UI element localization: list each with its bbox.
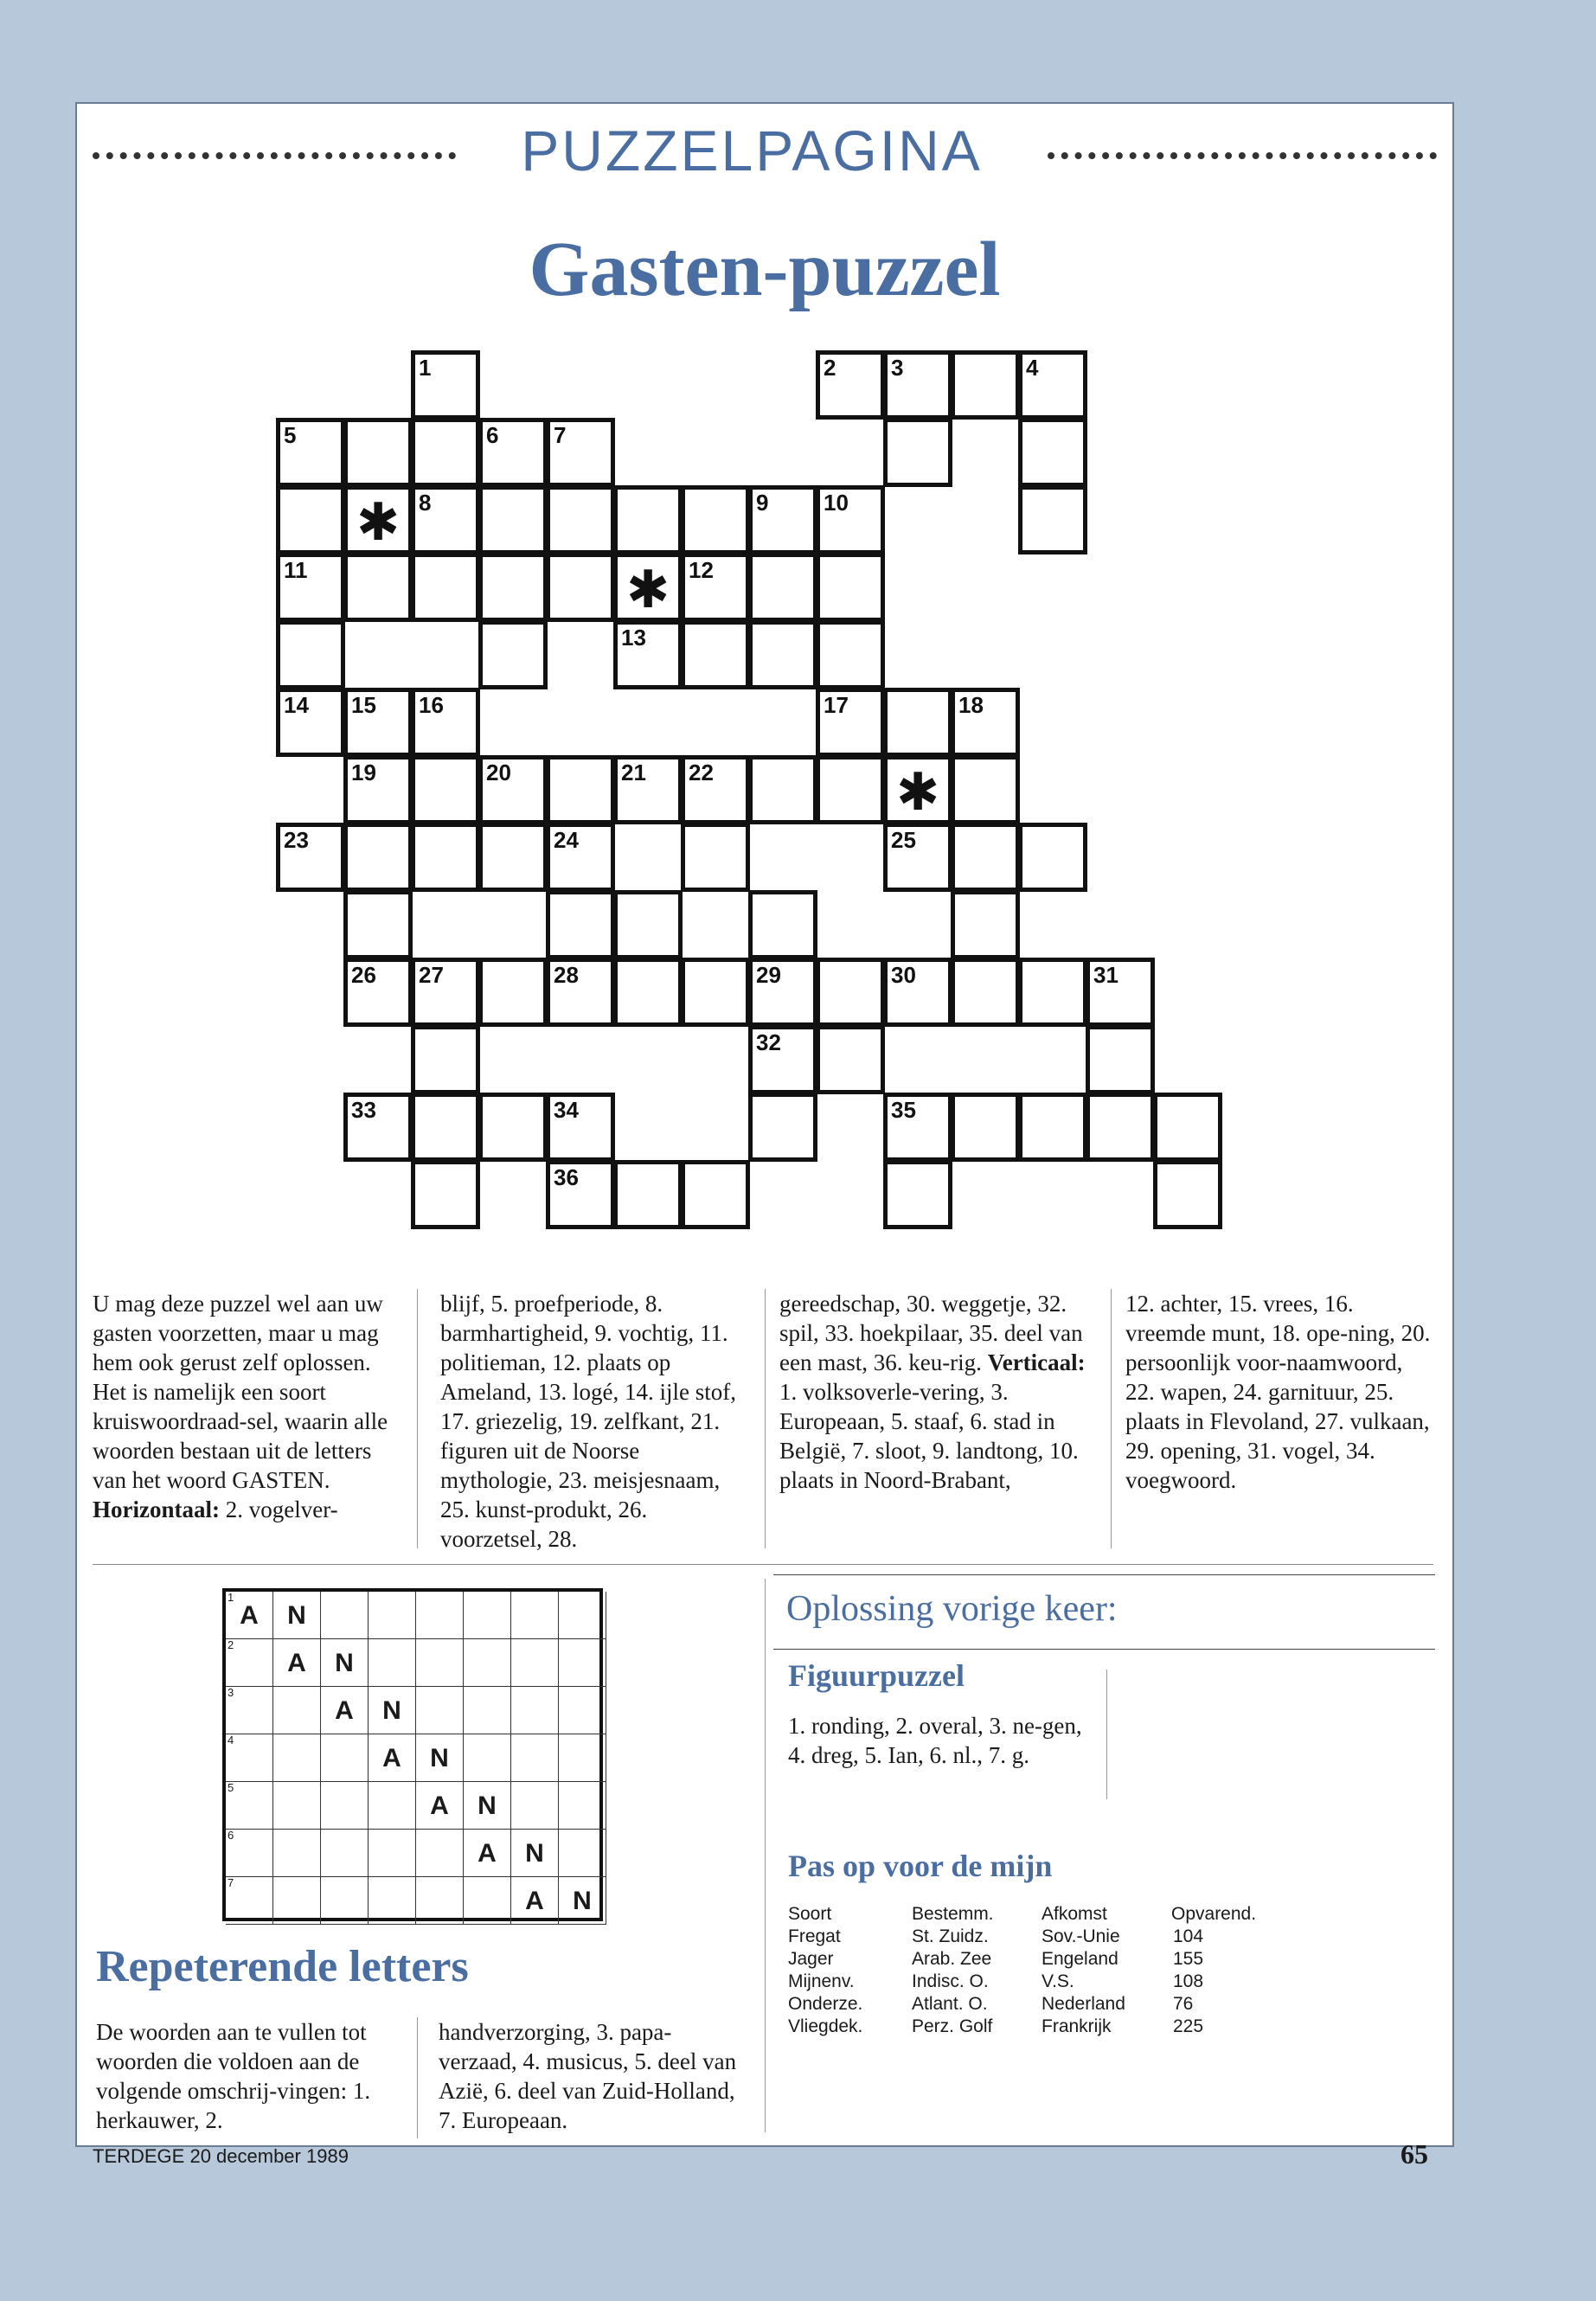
crossword-cell[interactable] [816, 553, 885, 622]
crossword-cell[interactable] [1086, 1093, 1155, 1162]
crossword-cell[interactable] [681, 553, 750, 622]
table-cell: Frankrijk [1042, 2016, 1112, 2036]
clue-number: 36 [554, 1164, 579, 1190]
table-header: Soort [788, 1904, 832, 1924]
column-divider [417, 2017, 418, 2138]
row-number: 7 [228, 1876, 234, 1889]
clue-number: 20 [486, 760, 511, 785]
crossword-cell[interactable] [411, 350, 480, 420]
repeat-cell[interactable]: N [273, 1592, 321, 1639]
crossword-cell[interactable] [1086, 958, 1155, 1027]
clue-column-3 [779, 1289, 1099, 1495]
crossword-cell[interactable] [816, 350, 885, 420]
crossword-cell[interactable] [883, 350, 952, 420]
clue-number: 35 [891, 1097, 916, 1123]
crossword-cell[interactable] [816, 620, 885, 689]
table-cell: Onderze. [788, 1994, 863, 2014]
column-divider [765, 1579, 766, 2132]
table-cell: Atlant. O. [912, 1994, 988, 2014]
repeat-cell[interactable]: A [464, 1830, 511, 1877]
crossword-cell[interactable] [613, 1160, 683, 1229]
repeat-cell[interactable] [369, 1877, 416, 1925]
crossword-cell[interactable] [748, 553, 817, 622]
page-header [77, 114, 1452, 192]
horizontal-clues-1: 2. vogelver- [225, 1497, 338, 1522]
crossword-cell[interactable] [748, 620, 817, 689]
repeat-cell[interactable]: N [369, 1687, 416, 1734]
crossword-cell[interactable] [816, 958, 885, 1027]
clue-number: 26 [351, 962, 376, 988]
crossword-cell[interactable] [546, 890, 615, 959]
crossword-cell[interactable] [951, 688, 1020, 757]
row-number: 3 [228, 1686, 234, 1699]
clue-number: 22 [689, 760, 714, 785]
figuurpuzzel-text [788, 1711, 1099, 1770]
footer-date: TERDEGE 20 december 1989 [93, 2145, 349, 2167]
crossword-cell[interactable] [1153, 1093, 1222, 1162]
crossword-cell[interactable] [748, 1093, 817, 1162]
crossword-cell[interactable] [681, 1160, 750, 1229]
crossword-cell[interactable] [681, 485, 750, 554]
repeat-cell[interactable] [226, 1877, 273, 1925]
crossword-cell[interactable] [613, 958, 683, 1027]
crossword-cell[interactable] [478, 485, 548, 554]
clue-number: 19 [351, 760, 376, 785]
repeat-cell[interactable] [321, 1782, 369, 1830]
clue-number: 9 [756, 490, 769, 516]
table-cell: 108 [1173, 1971, 1204, 1991]
figuurpuzzel-text-content: 1. ronding, 2. overal, 3. ne-gen, 4. dreg, 5. Ian, 6. nl., 7. g. [788, 1713, 1082, 1768]
column-divider [765, 1289, 766, 1548]
table-cell: Vliegdek. [788, 2016, 863, 2036]
repeat-cell[interactable] [416, 1830, 464, 1877]
table-cell: Engeland [1042, 1949, 1118, 1969]
crossword-cell[interactable] [411, 485, 480, 554]
crossword-cell[interactable] [681, 620, 750, 689]
table-header: Afkomst [1042, 1904, 1107, 1924]
crossword-cell[interactable] [951, 823, 1020, 892]
crossword-cell[interactable] [748, 485, 817, 554]
table-cell: Arab. Zee [912, 1949, 992, 1969]
crossword-cell[interactable] [613, 755, 683, 824]
clue-number: 10 [824, 490, 849, 516]
row-number: 2 [228, 1638, 234, 1651]
clue-number: 12 [689, 557, 714, 583]
crossword-cell[interactable] [343, 553, 413, 622]
horizontal-clues-3: gereedschap, 30. weggetje, 32. spil, 33. hoekpilaar, 35. deel van een mast, 36. keu-rig. [779, 1291, 1083, 1375]
crossword-cell[interactable] [748, 890, 817, 959]
clue-number: 15 [351, 692, 376, 718]
clue-column-4 [1125, 1289, 1437, 1495]
column-divider [417, 1289, 418, 1548]
clue-number: 23 [284, 827, 309, 853]
repeat-cell[interactable] [559, 1734, 606, 1782]
crossword-cell[interactable] [681, 823, 750, 892]
asterisk-icon: ✱ [626, 560, 670, 620]
crossword-cell[interactable] [1018, 958, 1087, 1027]
clue-number: 34 [554, 1097, 579, 1123]
repeat-text-2 [439, 2017, 741, 2135]
section-title: PUZZELPAGINA [521, 119, 983, 183]
crossword-cell[interactable] [883, 688, 952, 757]
crossword-cell[interactable] [1018, 1093, 1087, 1162]
repeat-cell[interactable]: N [464, 1782, 511, 1830]
asterisk-icon: ✱ [356, 492, 401, 553]
repeat-cell[interactable] [321, 1734, 369, 1782]
crossword-cell[interactable] [816, 755, 885, 824]
crossword-cell[interactable] [478, 823, 548, 892]
vertical-label: Verticaal: [987, 1349, 1086, 1375]
crossword-cell[interactable] [411, 418, 480, 487]
clue-number: 29 [756, 962, 781, 988]
crossword-cell[interactable] [1018, 485, 1087, 554]
repeat-cell[interactable] [273, 1734, 321, 1782]
crossword-cell[interactable] [613, 620, 683, 689]
clue-number: 2 [824, 355, 836, 381]
crossword-cell[interactable] [883, 1160, 952, 1229]
repeat-cell[interactable] [416, 1639, 464, 1687]
clue-number: 8 [419, 490, 432, 516]
repeat-cell[interactable] [273, 1830, 321, 1877]
solution-rule [773, 1649, 1435, 1650]
page-number: 65 [1401, 2138, 1428, 2170]
crossword-cell[interactable] [1018, 418, 1087, 487]
mine-title: Pas op voor de mijn [788, 1849, 1053, 1883]
repeat-cell[interactable] [511, 1592, 559, 1639]
repeat-letters-grid [222, 1588, 603, 1921]
crossword-cell[interactable] [951, 350, 1020, 420]
repeat-cell[interactable] [511, 1734, 559, 1782]
vertical-clues-1: 1. volksoverle-vering, 3. Europeaan, 5. staaf, 6. stad in België, 7. sloot, 9. landtong, 10. plaats in Noord-Brabant, [779, 1379, 1079, 1493]
repeat-cell[interactable]: A [273, 1639, 321, 1687]
repeat-cell[interactable] [369, 1592, 416, 1639]
crossword-cell[interactable] [1153, 1160, 1222, 1229]
crossword-cell[interactable] [478, 418, 548, 487]
repeat-cell[interactable]: A [511, 1877, 559, 1925]
clue-number: 18 [958, 692, 984, 718]
crossword-cell[interactable] [546, 553, 615, 622]
repeat-title: Repeterende letters [96, 1942, 469, 1991]
crossword-cell[interactable] [276, 823, 345, 892]
repeat-cell[interactable] [464, 1592, 511, 1639]
table-cell: Fregat [788, 1926, 841, 1946]
crossword-cell[interactable] [276, 485, 345, 554]
repeat-cell[interactable] [559, 1592, 606, 1639]
repeat-text-1 [96, 2017, 381, 2135]
crossword-cell[interactable] [748, 1025, 817, 1094]
clue-number: 16 [419, 692, 444, 718]
repeat-cell[interactable] [511, 1687, 559, 1734]
crossword-cell[interactable] [276, 418, 345, 487]
table-cell: 225 [1173, 2016, 1204, 2036]
crossword-cell[interactable] [478, 958, 548, 1027]
crossword-cell[interactable] [411, 823, 480, 892]
clue-number: 5 [284, 422, 297, 448]
crossword-cell[interactable] [411, 1160, 480, 1229]
table-cell: Mijnenv. [788, 1971, 855, 1991]
puzzle-title: Gasten-puzzel [529, 227, 1001, 312]
table-cell: Jager [788, 1949, 834, 1969]
row-number: 4 [228, 1734, 234, 1747]
clue-number: 1 [419, 355, 432, 381]
crossword-cell[interactable] [681, 755, 750, 824]
crossword-cell[interactable] [816, 1025, 885, 1094]
row-number: 6 [228, 1829, 234, 1842]
row-number: 5 [228, 1781, 234, 1794]
crossword-cell[interactable] [546, 485, 615, 554]
clue-number: 3 [891, 355, 904, 381]
table-cell: 104 [1173, 1926, 1204, 1946]
repeat-cell[interactable]: A 1 [226, 1592, 273, 1639]
clue-number: 27 [419, 962, 444, 988]
repeat-cell[interactable] [369, 1782, 416, 1830]
header-dots-right [1048, 152, 1437, 159]
clue-number: 24 [554, 827, 579, 853]
repeat-cell[interactable]: A [369, 1734, 416, 1782]
crossword-cell[interactable] [411, 1025, 480, 1094]
crossword-cell[interactable] [411, 755, 480, 824]
solution-title: Oplossing vorige keer: [786, 1589, 1118, 1629]
crossword-cell[interactable] [343, 485, 413, 554]
row-number: 1 [228, 1591, 234, 1604]
crossword-cell[interactable] [276, 553, 345, 622]
repeat-cell[interactable] [416, 1592, 464, 1639]
repeat-cell[interactable] [559, 1830, 606, 1877]
crossword-cell[interactable] [343, 958, 413, 1027]
table-cell: Sov.-Unie [1042, 1926, 1120, 1946]
crossword-cell[interactable] [343, 823, 413, 892]
repeat-cell[interactable]: A [321, 1687, 369, 1734]
repeat-cell[interactable] [559, 1639, 606, 1687]
repeat-cell[interactable] [511, 1639, 559, 1687]
crossword-cell[interactable] [546, 958, 615, 1027]
repeat-cell[interactable] [321, 1830, 369, 1877]
table-cell: St. Zuidz. [912, 1926, 989, 1946]
crossword-cell[interactable] [748, 958, 817, 1027]
clue-number: 13 [621, 625, 646, 651]
table-cell: Nederland [1042, 1994, 1125, 2014]
horizontal-clues-2: blijf, 5. proefperiode, 8. barmhartigheid, 9. vochtig, 11. politieman, 12. plaats op Ameland, 13. logé, 14. ijle stof, 17. griezelig, 19. zelfkant, 21. figuren uit de Noorse mythologie, 23. meisjesnaam, 25. kunst-produkt, 26. voorzetsel, 28. [440, 1291, 736, 1552]
crossword-cell[interactable] [478, 620, 548, 689]
clue-number: 28 [554, 962, 579, 988]
crossword-cell[interactable] [343, 1093, 413, 1162]
crossword-cell[interactable] [546, 755, 615, 824]
repeat-cell[interactable]: N [416, 1734, 464, 1782]
crossword-cell[interactable] [478, 755, 548, 824]
repeat-cell[interactable]: N [559, 1877, 606, 1925]
crossword-cell[interactable] [411, 1093, 480, 1162]
crossword-cell[interactable] [816, 688, 885, 757]
clue-number: 25 [891, 827, 916, 853]
crossword-cell[interactable] [343, 688, 413, 757]
repeat-text-2-content: handverzorging, 3. papa-verzaad, 4. musicus, 5. deel van Azië, 6. deel van Zuid-Holland, 7. Europeaan. [439, 2019, 737, 2133]
intro-text-column [93, 1289, 400, 1524]
crossword-cell[interactable] [546, 418, 615, 487]
clue-number: 32 [756, 1029, 781, 1055]
repeat-cell[interactable] [511, 1782, 559, 1830]
solution-top-rule [773, 1574, 1435, 1575]
crossword-cell[interactable] [411, 958, 480, 1027]
crossword-cell[interactable] [1018, 823, 1087, 892]
horizontal-label: Horizontaal: [93, 1497, 220, 1522]
crossword-cell[interactable] [883, 1093, 952, 1162]
repeat-cell[interactable] [416, 1877, 464, 1925]
clue-number: 30 [891, 962, 916, 988]
clue-column-2 [440, 1289, 752, 1554]
crossword-cell[interactable] [276, 620, 345, 689]
crossword-cell[interactable] [613, 553, 683, 622]
clue-number: 33 [351, 1097, 376, 1123]
repeat-cell[interactable] [273, 1687, 321, 1734]
crossword-cell[interactable] [546, 823, 615, 892]
crossword-cell[interactable] [1086, 1025, 1155, 1094]
clue-number: 11 [284, 557, 308, 583]
crossword-cell[interactable] [951, 890, 1020, 959]
crossword-cell[interactable] [883, 755, 952, 824]
repeat-cell[interactable] [559, 1782, 606, 1830]
repeat-cell[interactable] [464, 1877, 511, 1925]
repeat-cell[interactable] [273, 1782, 321, 1830]
crossword-cell[interactable] [951, 1093, 1020, 1162]
crossword-cell[interactable] [478, 553, 548, 622]
table-cell: Indisc. O. [912, 1971, 989, 1991]
table-cell: 155 [1173, 1949, 1204, 1969]
section-divider [93, 1564, 1433, 1565]
vertical-clues-2: 12. achter, 15. vrees, 16. vreemde munt, 18. ope-ning, 20. persoonlijk voor-naamwoord, 22. wapen, 24. garnituur, 25. plaats in Flevoland, 27. vulkaan, 29. opening, 31. vogel, 34. voegwoord. [1125, 1291, 1431, 1493]
table-header: Bestemm. [912, 1904, 994, 1924]
repeat-cell[interactable] [321, 1877, 369, 1925]
asterisk-icon: ✱ [896, 762, 940, 823]
crossword-cell[interactable] [951, 755, 1020, 824]
table-cell: 76 [1173, 1994, 1194, 2014]
crossword-cell[interactable] [411, 688, 480, 757]
crossword-cell[interactable] [883, 418, 952, 487]
repeat-cell[interactable] [464, 1734, 511, 1782]
table-header: Opvarend. [1171, 1904, 1257, 1924]
crossword-cell[interactable] [546, 1093, 615, 1162]
repeat-text-1-content: De woorden aan te vullen tot woorden die voldoen aan de volgende omschrij-vingen: 1. herkauwer, 2. [96, 2019, 371, 2133]
crossword-cell[interactable] [748, 755, 817, 824]
table-cell: Perz. Golf [912, 2016, 993, 2036]
crossword-cell[interactable] [883, 823, 952, 892]
clue-number: 17 [824, 692, 849, 718]
repeat-cell[interactable]: A [416, 1782, 464, 1830]
crossword-cell[interactable] [816, 485, 885, 554]
puzzle-page [75, 102, 1454, 2170]
clue-number: 4 [1026, 355, 1039, 381]
repeat-cell[interactable] [464, 1687, 511, 1734]
intro-text: U mag deze puzzel wel aan uw gasten voorzetten, maar u mag hem ook gerust zelf oplossen. Het is namelijk een soort kruiswoordraad-sel, waarin alle woorden bestaan uit de letters van het woord GASTEN. [93, 1291, 388, 1493]
repeat-cell[interactable] [226, 1782, 273, 1830]
crossword-cell[interactable] [343, 755, 413, 824]
crossword-cell[interactable] [883, 958, 952, 1027]
crossword-cell[interactable] [343, 890, 413, 959]
crossword-cell[interactable] [343, 418, 413, 487]
repeat-cell[interactable]: N [511, 1830, 559, 1877]
repeat-cell[interactable] [321, 1592, 369, 1639]
crossword-cell[interactable] [613, 890, 683, 959]
repeat-cell[interactable] [464, 1639, 511, 1687]
crossword-cell[interactable] [546, 1160, 615, 1229]
repeat-cell[interactable] [559, 1687, 606, 1734]
repeat-cell[interactable] [226, 1734, 273, 1782]
repeat-cell[interactable] [273, 1877, 321, 1925]
clue-number: 31 [1093, 962, 1118, 988]
repeat-cell[interactable] [226, 1830, 273, 1877]
crossword-cell[interactable] [276, 688, 345, 757]
clue-number: 14 [284, 692, 309, 718]
crossword-cell[interactable] [1018, 350, 1087, 420]
crossword-cell[interactable] [478, 1093, 548, 1162]
crossword-cell[interactable] [613, 485, 683, 554]
crossword-cell[interactable] [411, 553, 480, 622]
repeat-cell[interactable] [369, 1830, 416, 1877]
crossword-cell[interactable] [951, 958, 1020, 1027]
clue-number: 7 [554, 422, 567, 448]
header-dots-left [93, 152, 456, 159]
repeat-cell[interactable] [226, 1687, 273, 1734]
repeat-cell[interactable] [226, 1639, 273, 1687]
crossword-cell[interactable] [681, 958, 750, 1027]
repeat-cell[interactable] [369, 1639, 416, 1687]
clue-number: 21 [621, 760, 646, 785]
table-cell: V.S. [1042, 1971, 1074, 1991]
repeat-cell[interactable]: N [321, 1639, 369, 1687]
column-divider [1106, 1670, 1107, 1799]
clue-number: 6 [486, 422, 499, 448]
repeat-cell[interactable] [416, 1687, 464, 1734]
figuurpuzzel-title: Figuurpuzzel [788, 1658, 965, 1693]
column-divider [1111, 1289, 1112, 1548]
